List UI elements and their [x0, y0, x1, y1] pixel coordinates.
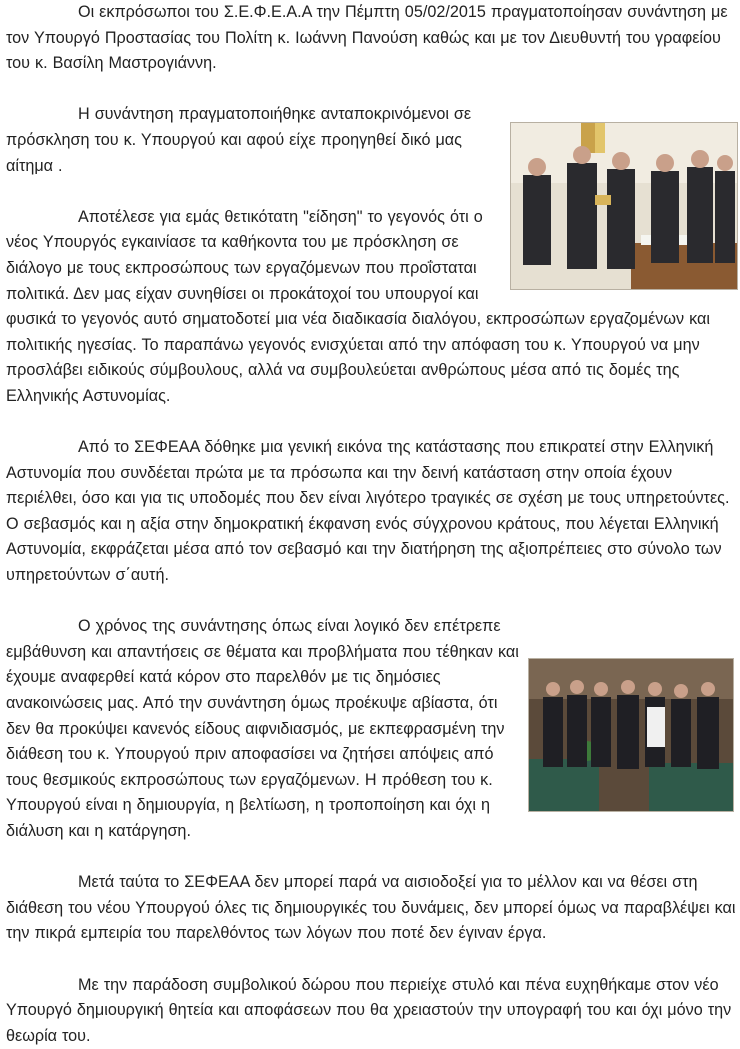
paragraph-5: Ο χρόνος της συνάντησης όπως είναι λογικό δεν επέτρεπε εμβάθυνση και απαντήσεις σε θέματα και προβλήματα που τέθηκαν και έχουμε αναφερθεί κατά κόρον στο παρελθόν με τις δημόσιες ανακοινώσεις μας. Από την συνάντηση όμως προέκυψε αβίαστα, ότι δεν θα προκύψει κανενός είδους αιφνιδιασμός, με εκπεφρασμένη την διάθεση του κ. Υπουργού πριν αποφασίσει να ζητήσει απόψεις από τους θεσμικούς εκπροσώπους των εργαζόμενων. Η πρόθεση του κ. Υπουργού είναι η δημιουργία, η βελτίωση, η τροποποίηση και όχι η διάλυση και η κατάργηση. [6, 614, 740, 844]
meeting-photo [510, 122, 738, 290]
paragraph-3: Αποτέλεσε για εμάς θετικότατη "είδηση" το γεγονός ότι ο νέος Υπουργός εγκαινίασε τα καθήκοντα του με πρόσκληση σε διάλογο με τους εκπροσώπους των εργαζόμενων που προΐσταται πολιτικά. Δεν μας είχαν συνηθίσει οι προκάτοχοί του υπουργοί και φυσικά το γεγονός αυτό σηματοδοτεί μια νέα διαδικασία διαλόγου, εκπροσώπων εργαζομένων και πολιτικής ηγεσίας. Το παραπάνω γεγονός ενισχύεται από την απόφαση του κ. Υπουργού να μην προσλάβει ειδικούς σύμβουλους, αλλά να συμβουλεύεται ανθρώπους μέσα από τις δομές της Ελληνικής Αστυνομίας. [6, 207, 710, 405]
paragraph-6: Μετά ταύτα το ΣΕΦΕΑΑ δεν μπορεί παρά να αισιοδοξεί για το μέλλον και να θέσει στη διάθεση του νέου Υπουργού όλες τις δημιουργικές του δυνάμεις, δεν μπορεί όμως να παραβλέψει και την πικρά εμπειρία του παρελθόντος των λόγων που ποτέ δεν έγιναν έργα. [6, 873, 736, 943]
paragraph-1: Οι εκπρόσωποι του Σ.Ε.Φ.Ε.Α.Α την Πέμπτη 05/02/2015 πραγματοποίησαν συνάντηση με τον Υπουργό Προστασίας του Πολίτη κ. Ιωάννη Πανούση καθώς και με τον Διευθυντή του γραφείου του κ. Βασίλη Μαστρογιάννη. [6, 3, 728, 73]
paragraph-4: Από το ΣΕΦΕΑΑ δόθηκε μια γενική εικόνα της κατάστασης που επικρατεί στην Ελληνική Αστυνομία που συνδέεται πρώτα με τα πρόσωπα και την δεινή κατάσταση στην οποία έχουν περιέλθει, όσο και για τις υποδομές που δεν είναι λιγότερο τραγικές σε σχέση με τους υπηρετούντες. Ο σεβασμός και η αξία στην δημοκρατική έκφανση ενός σύγχρονου κράτους, που λέγεται Ελληνική Αστυνομία, εκφράζεται μέσα από τον σεβασμό και την διατήρηση της αξιοπρέπειες στο σύνολο των υπηρετούντων σ΄αυτή. [6, 438, 730, 585]
paragraph-2: Η συνάντηση πραγματοποιήθηκε ανταποκρινόμενοι σε πρόσκληση του κ. Υπουργού και αφού είχε προηγηθεί δικό μας αίτημα . [6, 102, 740, 179]
group-photo [528, 658, 734, 812]
paragraph-7: Με την παράδοση συμβολικού δώρου που περιείχε στυλό και πένα ευχηθήκαμε στον νέο Υπουργό δημιουργική θητεία και αποφάσεων που θα χρειαστούν την υπογραφή του και όχι μόνο την θεωρία του. [6, 975, 732, 1045]
